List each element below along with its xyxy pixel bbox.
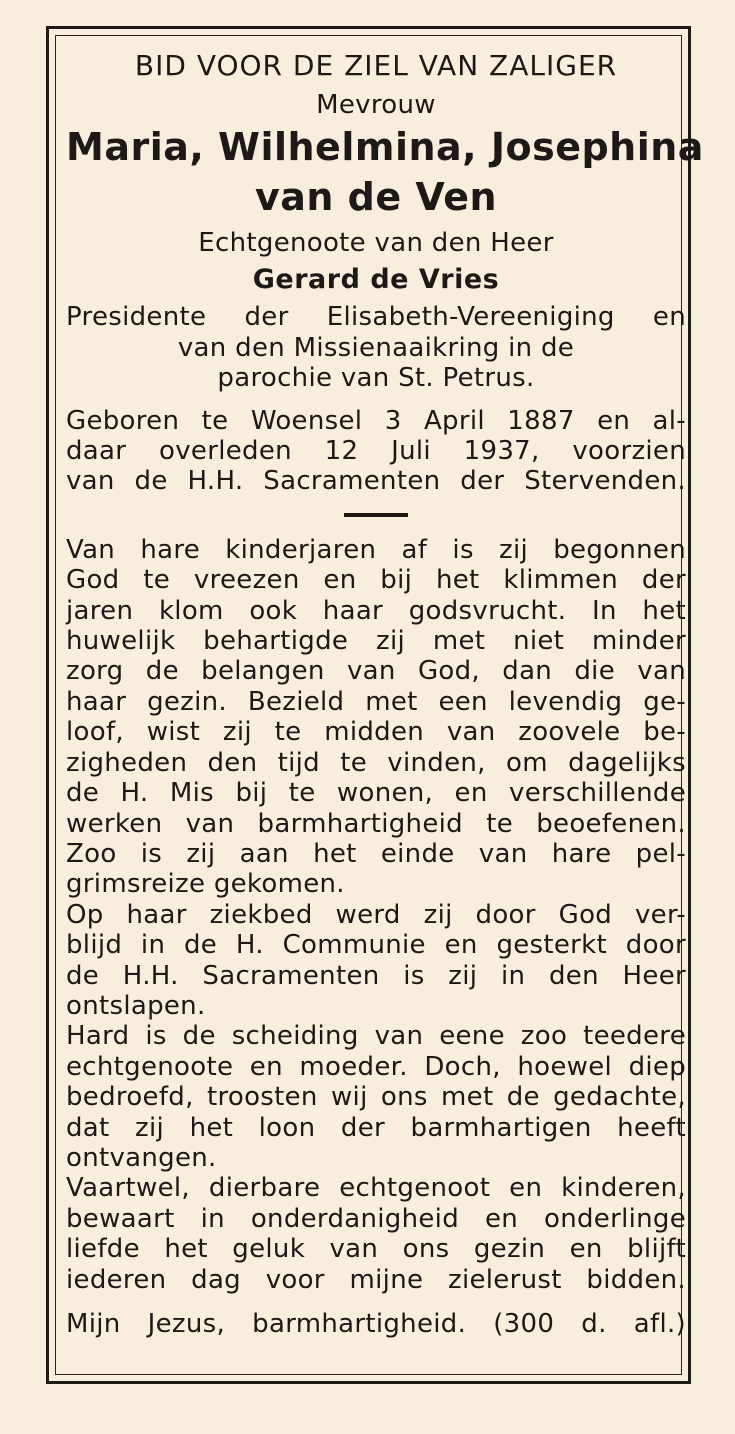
card-content [66,44,704,1339]
text-line: echtgenoote en moeder. Doch, hoewel diep [66,1051,686,1082]
text-line: God te vreezen en bij het klimmen der [66,565,686,596]
role-line: parochie van St. Petrus. [217,363,535,394]
text-line: Vaartwel, dierbare echtgenoot en kinderen, [66,1173,686,1204]
text-line: bewaart in onderdanigheid en onderlinge [66,1203,686,1234]
text-line: Hard is de scheiding van eene zoo teedere [66,1021,686,1052]
text-line: dat zij het loon der barmhartigen heeft [66,1112,686,1143]
spouse-name: Gerard de Vries [252,264,500,296]
role-line: van den Missienaaikring in de [177,332,575,363]
text-line: jaren klom ook haar godsvrucht. In het [66,595,686,626]
text-line: zorg de belangen van God, dan die van [66,656,686,687]
title-prefix: Mevrouw [316,90,436,120]
text-line: de H.H. Sacramenten is zij in den Heer [66,960,686,991]
text-line: zigheden den tijd te vinden, om dagelijks [66,747,686,778]
text-line: liefde het geluk van ons gezin en blijft [66,1234,686,1265]
text-line: ontslapen. [66,990,206,1021]
life-line: daar overleden 12 Juli 1937, voorzien [66,436,686,467]
deceased-name-line-1: Maria, Wilhelmina, Josephina [66,125,704,169]
life-dates-block [66,406,686,497]
text-line: blijd in de H. Communie en gesterkt door [66,930,686,961]
heading: BID VOOR DE ZIEL VAN ZALIGER [134,49,618,82]
text-line: huwelijk behartigde zij met niet minder [66,626,686,657]
text-line: grimsreize gekomen. [66,869,345,900]
text-line: ontvangen. [66,1142,217,1173]
text-line: loof, wist zij te midden van zoovele be- [66,717,686,748]
deceased-name-line-2: van de Ven [254,175,498,219]
text-line: Op haar ziekbed werd zij door God ver- [66,899,686,930]
text-line: werken van barmhartigheid te beoefenen. [66,808,686,839]
spouse-intro: Echtgenoote van den Heer [198,228,554,258]
text-line: Van hare kinderjaren af is zij begonnen [66,534,686,565]
text-line: Zoo is zij aan het einde van hare pel- [66,838,686,869]
life-line: Geboren te Woensel 3 April 1887 en al- [66,405,686,436]
closing-prayer: Mijn Jezus, barmhartigheid. (300 d. afl.) [66,1309,686,1339]
text-line: bedroefd, troosten wij ons met de gedachte, [66,1082,686,1113]
role-line: Presidente der Elisabeth-Vereeniging en [66,302,686,333]
role-block [66,302,686,393]
divider-rule [344,513,408,517]
text-line: iederen dag voor mijne zielerust bidden. [66,1264,686,1295]
life-line: van de H.H. Sacramenten der Stervenden. [66,466,686,497]
text-line: haar gezin. Bezield met een levendig ge- [66,686,686,717]
text-line: de H. Mis bij te wonen, en verschillende [66,778,686,809]
memorial-text [66,535,686,1295]
